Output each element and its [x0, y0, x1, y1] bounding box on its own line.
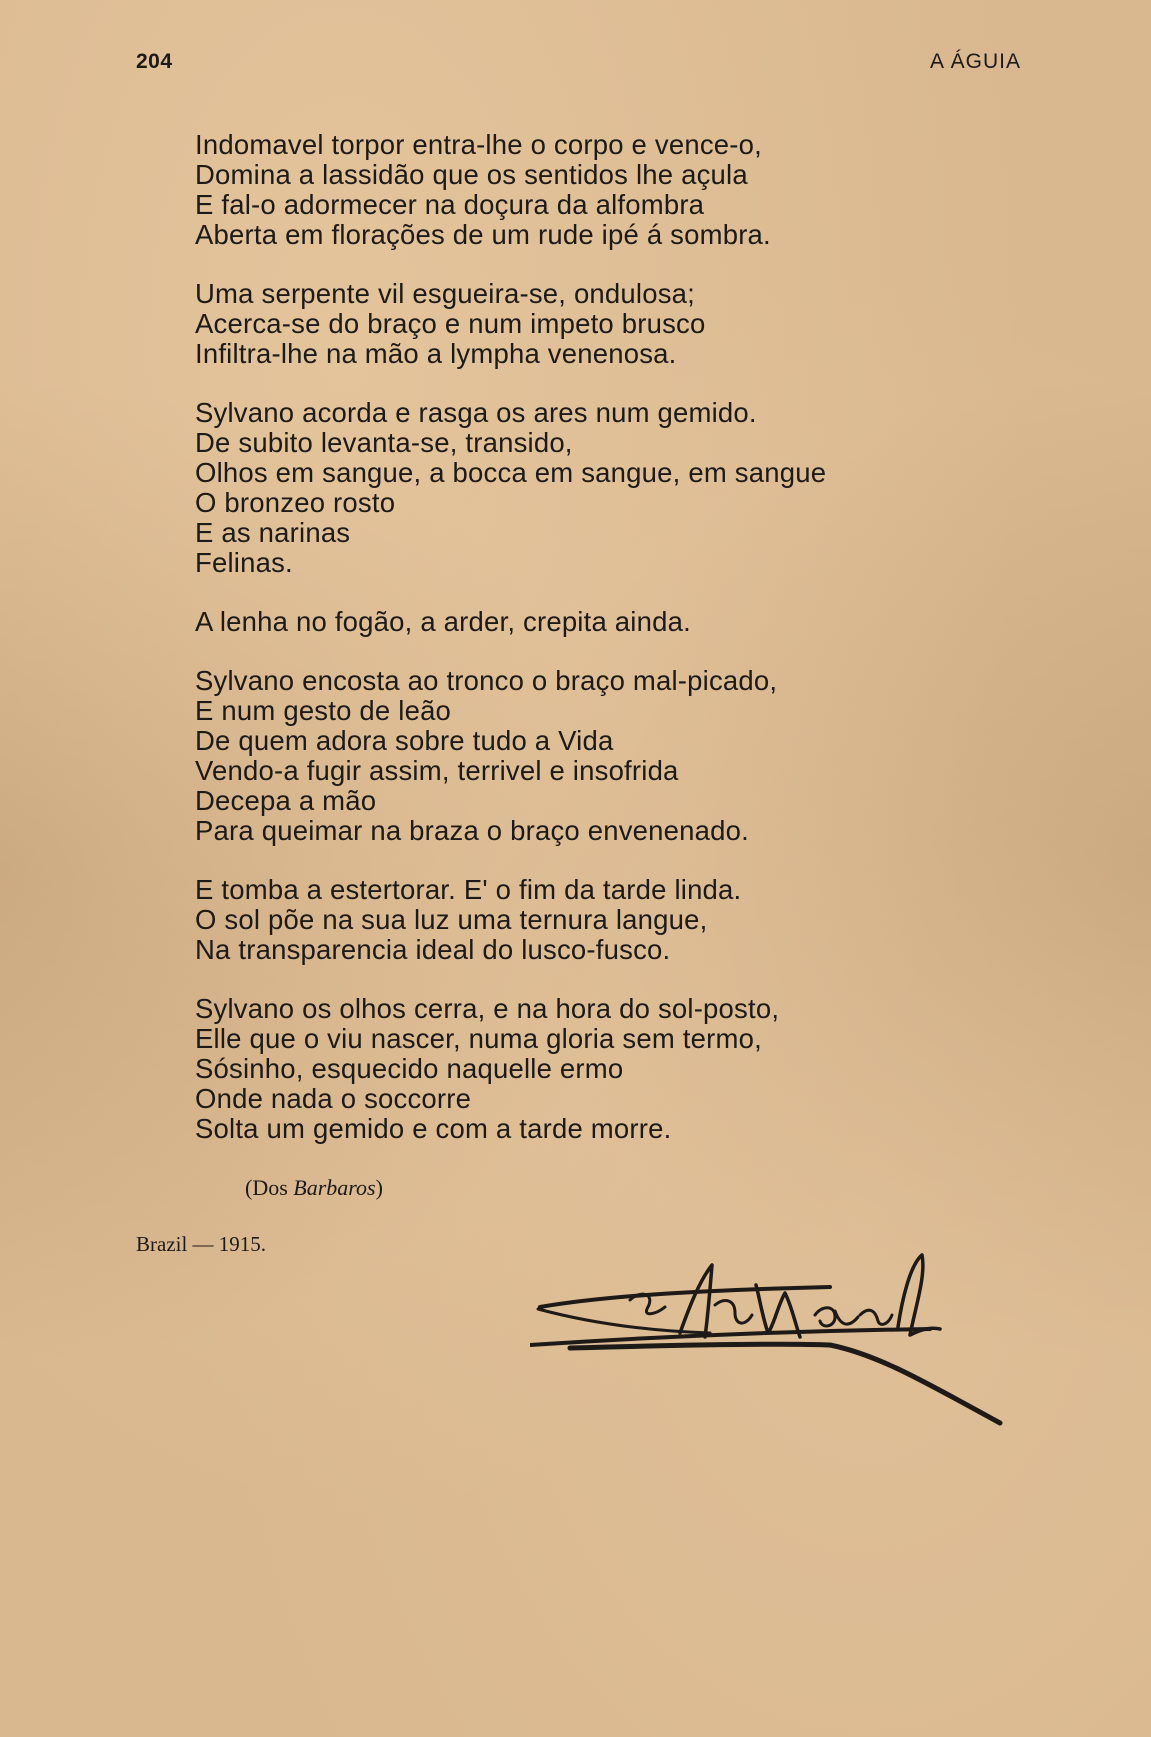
poem-line: Sylvano encosta ao tronco o braço mal-picado,: [195, 665, 778, 696]
poem-line: Sylvano acorda e rasga os ares num gemido.: [195, 397, 757, 428]
page-number: 204: [136, 50, 173, 73]
poem-line: E as narinas: [195, 517, 351, 548]
poem-line: Sylvano os olhos cerra, e na hora do sol-posto,: [195, 993, 780, 1024]
poem-line: De quem adora sobre tudo a Vida: [195, 725, 614, 756]
source-prefix: (Dos: [245, 1175, 294, 1200]
source-title: Barbaros: [293, 1175, 376, 1200]
running-head: A ÁGUIA: [929, 50, 1021, 73]
poem-line: A lenha no fogão, a arder, crepita ainda.: [195, 606, 691, 637]
poem-line: Na transparencia ideal do lusco-fusco.: [195, 934, 671, 965]
poem-line: Elle que o viu nascer, numa gloria sem termo,: [195, 1023, 762, 1054]
poem-line: Solta um gemido e com a tarde morre.: [195, 1113, 672, 1144]
stanza: [195, 666, 1075, 846]
poem-line: Infiltra-lhe na mão a lympha venenosa.: [195, 338, 677, 369]
poem-line: Felinas.: [195, 547, 293, 578]
place-date: Brazil — 1915.: [136, 1232, 267, 1256]
stanza: [195, 875, 1075, 965]
poem-line: De subito levanta-se, transido,: [195, 427, 573, 458]
poem-line: Olhos em sangue, a bocca em sangue, em sangue: [195, 457, 827, 488]
poem-line: Para queimar na braza o braço envenenado.: [195, 815, 749, 846]
poem-line: Uma serpente vil esgueira-se, ondulosa;: [195, 278, 696, 309]
poem-line: E num gesto de leão: [195, 695, 452, 726]
poem-line: Sósinho, esquecido naquelle ermo: [195, 1053, 624, 1084]
stanza: [195, 607, 1075, 637]
poem-line: O sol põe na sua luz uma ternura langue,: [195, 904, 708, 935]
poem-line: O bronzeo rosto: [195, 487, 396, 518]
stanza: [195, 398, 1075, 578]
signature-letters: [630, 1294, 665, 1314]
signature-letters: [815, 1308, 858, 1326]
poem-line: Aberta em florações de um rude ipé á sombra.: [195, 219, 771, 250]
poem-line: E fal-o adormecer na doçura da alfombra: [195, 189, 705, 220]
stanza: [195, 130, 1075, 250]
signature-letters: [680, 1265, 712, 1337]
signature-letters: [756, 1285, 800, 1337]
source-note: [245, 1175, 383, 1201]
poem-line: Indomavel torpor entra-lhe o corpo e vence-o,: [195, 129, 762, 160]
signature-letters: [898, 1255, 940, 1335]
signature-letters: [860, 1310, 892, 1324]
poem-line: Onde nada o soccorre: [195, 1083, 472, 1114]
poem-line: Domina a lassidão que os sentidos lhe açula: [195, 159, 748, 190]
poem-line: Vendo-a fugir assim, terrivel e insofrida: [195, 755, 679, 786]
signature-letters: [715, 1301, 752, 1323]
poem-line: E tomba a estertorar. E' o fim da tarde linda.: [195, 874, 742, 905]
poem-line: Decepa a mão: [195, 785, 377, 816]
signature-flourish: [570, 1344, 1000, 1423]
poem: [195, 130, 1075, 1173]
stanza: [195, 994, 1075, 1144]
signature: [530, 1245, 1010, 1445]
source-suffix: ): [375, 1175, 383, 1200]
stanza: [195, 279, 1075, 369]
poem-line: Acerca-se do braço e num impeto brusco: [195, 308, 706, 339]
